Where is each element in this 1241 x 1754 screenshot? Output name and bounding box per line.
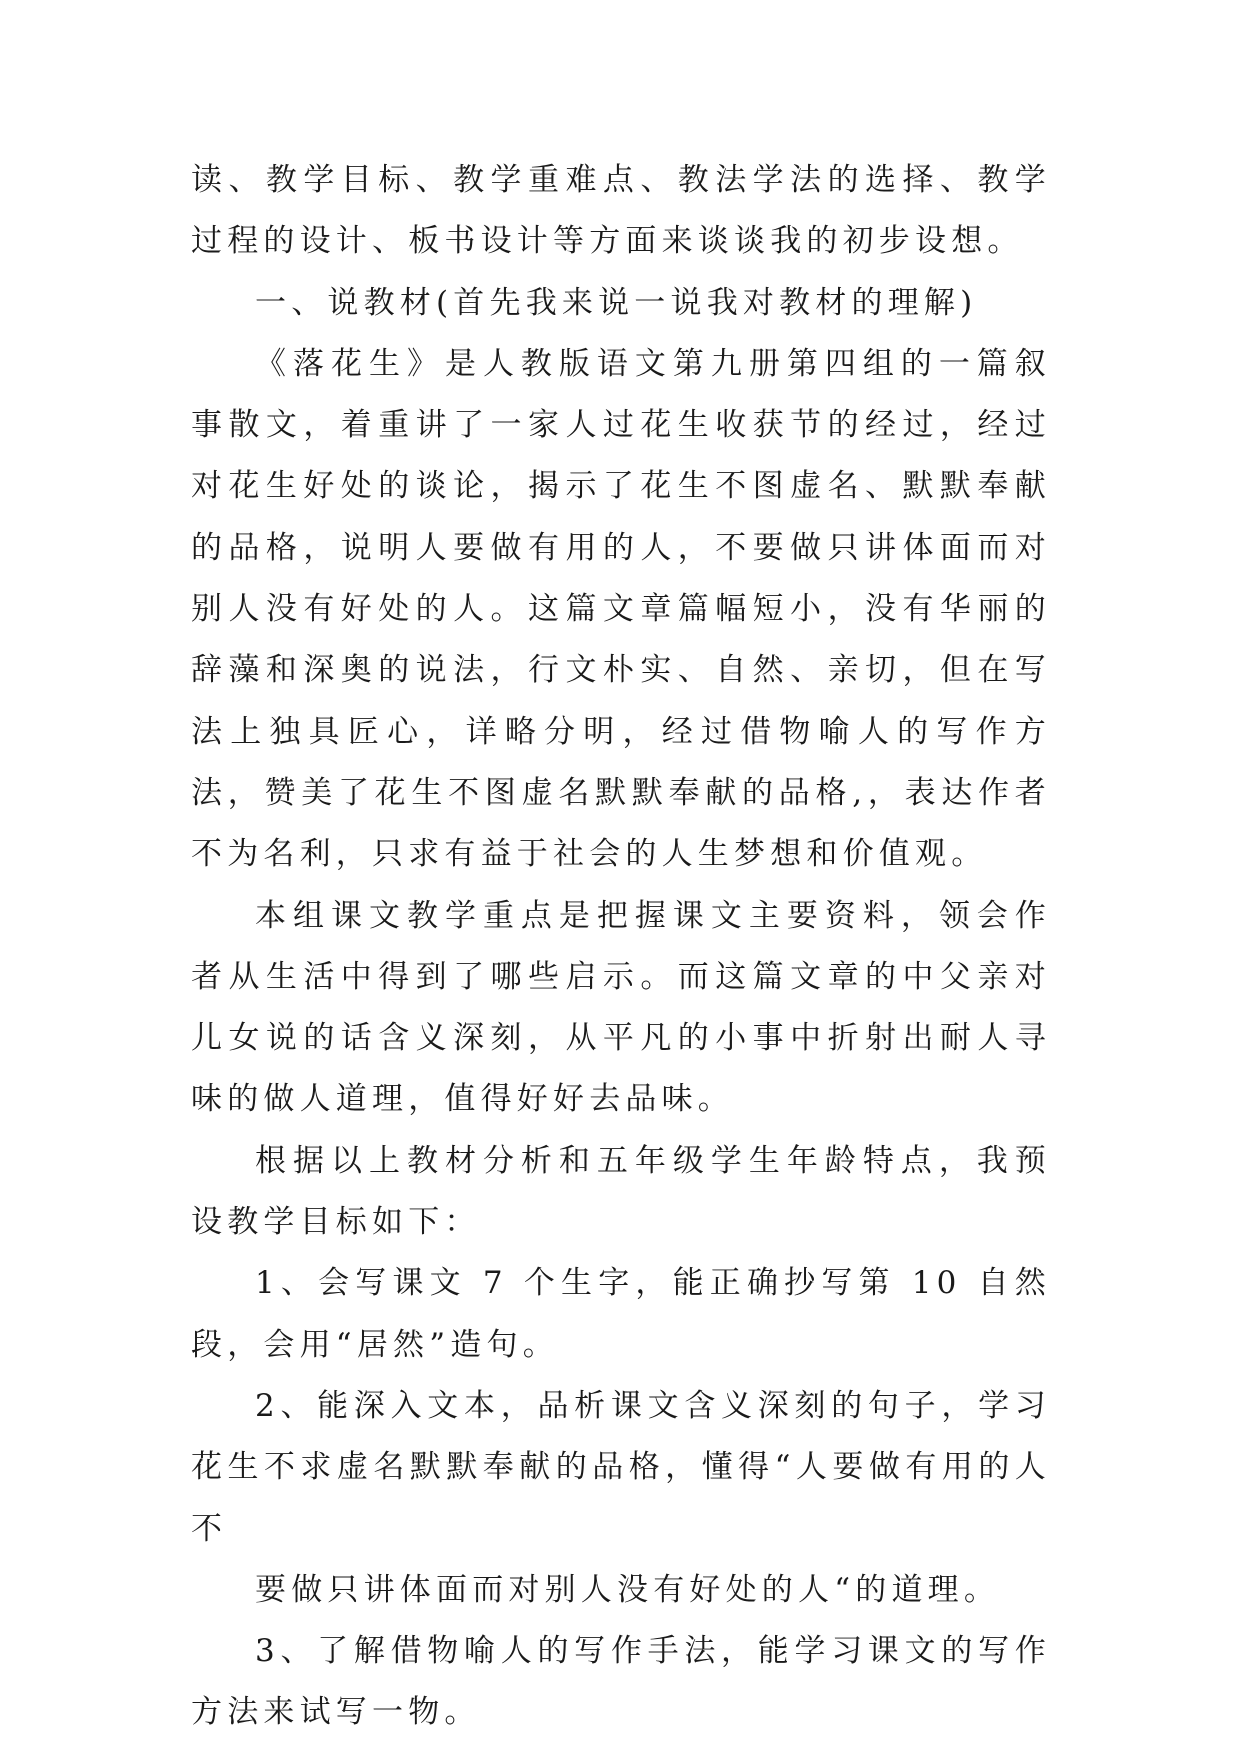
paragraph: 要做只讲体面而对别人没有好处的人“的道理。 [255, 1571, 1001, 1608]
paragraph: 3、了解借物喻人的写作手法，能学习课文的写作方法来试写一物。 [191, 1633, 1051, 1731]
paragraph: 一、说教材(首先我来说一说我对教材的理解) [255, 284, 978, 321]
paragraph: 2、能深入文本，品析课文含义深刻的句子，学习花生不求虚名默默奉献的品格，懂得“人要做有用的人不 [191, 1387, 1051, 1547]
paragraph: 《落花生》是人教版语文第九册第四组的一篇叙事散文，着重讲了一家人过花生收获节的经过，经过对花生好处的谈论，揭示了花生不图虚名、默默奉献的品格，说明人要做有用的人，不要做只讲体面而对别人没有好处的人。这篇文章篇幅短小，没有华丽的辞藻和深奥的说法，行文朴实、自然、亲切，但在写法上独具匠心，详略分明，经过借物喻人的写作方法，赞美了花生不图虚名默默奉献的品格,，表达作者不为名利，只求有益于社会的人生梦想和价值观。 [191, 345, 1051, 873]
paragraph: 1、会写课文 7 个生字，能正确抄写第 10 自然段，会用“居然”造句。 [191, 1265, 1051, 1363]
paragraph: 根据以上教材分析和五年级学生年龄特点，我预设教学目标如下： [191, 1142, 1051, 1241]
paragraph: 本组课文教学重点是把握课文主要资料，领会作者从生活中得到了哪些启示。而这篇文章的中父亲对儿女说的话含义深刻，从平凡的小事中折射出耐人寻味的做人道理，值得好好去品味。 [191, 897, 1051, 1118]
paragraph: 读、教学目标、教学重难点、教法学法的选择、教学过程的设计、板书设计等方面来谈谈我的初步设想。 [191, 162, 1051, 260]
document-body [191, 150, 1051, 1744]
